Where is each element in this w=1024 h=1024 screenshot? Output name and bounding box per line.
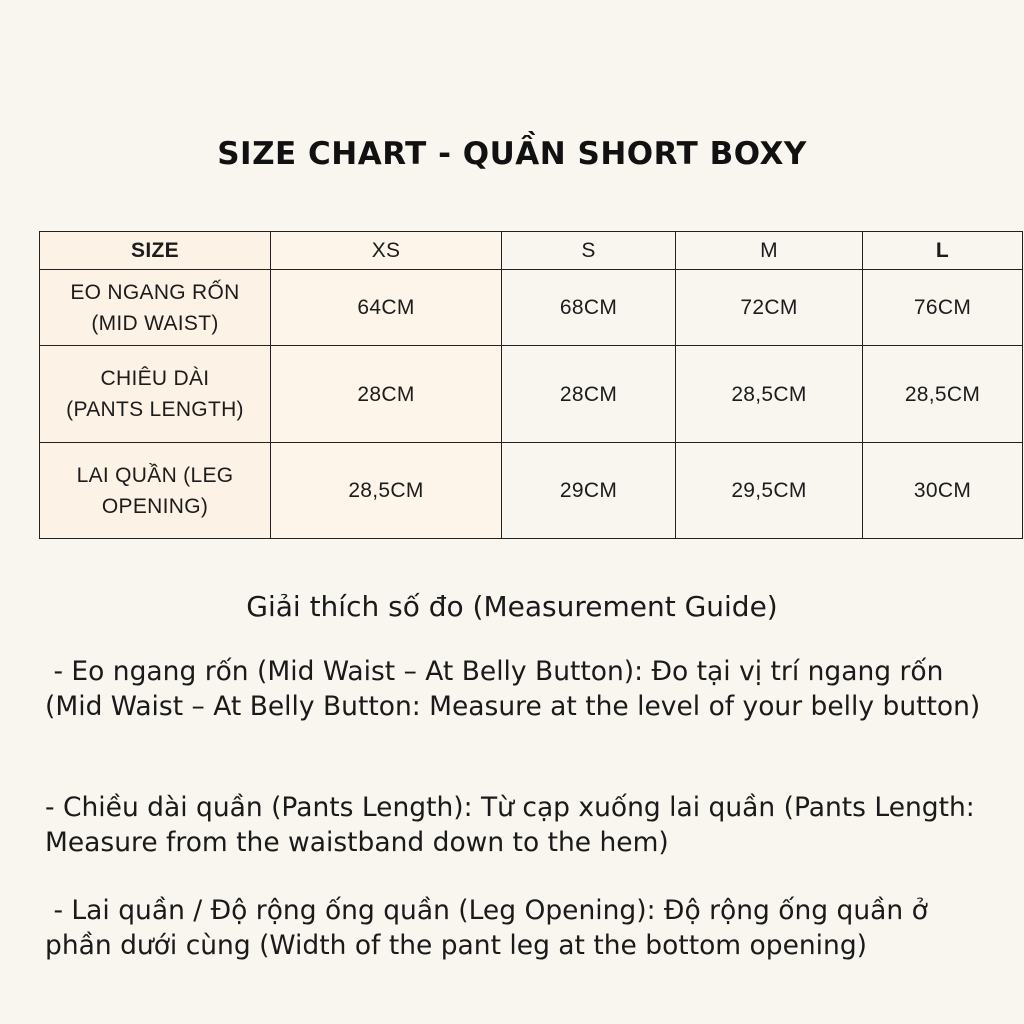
header-s: S xyxy=(502,232,676,270)
cell-xs: 28CM xyxy=(271,346,502,443)
row-label-line2: (PANTS LENGTH) xyxy=(66,398,244,421)
table-row-leg-opening xyxy=(40,443,1023,539)
guide-item-leg-opening: - Lai quần / Độ rộng ống quần (Leg Opening): Độ rộng ống quần ở phần dưới cùng (Width of the pant leg at the bottom opening) xyxy=(45,895,937,961)
page-title: SIZE CHART - QUẦN SHORT BOXY xyxy=(217,136,807,172)
row-label-line2: (MID WAIST) xyxy=(91,311,219,335)
guide-item-pants-length: - Chiều dài quần (Pants Length): Từ cạp xuống lai quần (Pants Length: Measure from the waistband down to the hem) xyxy=(45,792,984,858)
row-label-line1: CHIÊU DÀI xyxy=(100,367,210,390)
header-l: L xyxy=(863,232,1023,270)
row-label xyxy=(40,346,271,443)
table-row-mid-waist xyxy=(40,270,1023,346)
cell-l: 30CM xyxy=(863,443,1023,539)
cell-l: 76CM xyxy=(863,270,1023,346)
row-label-line1: EO NGANG RỐN xyxy=(70,280,240,304)
header-m: M xyxy=(676,232,863,270)
size-chart-table xyxy=(39,231,1023,539)
cell-s: 28CM xyxy=(502,346,676,443)
cell-s: 68CM xyxy=(502,270,676,346)
row-label xyxy=(40,443,271,539)
cell-l: 28,5CM xyxy=(863,346,1023,443)
table-header-row xyxy=(40,232,1023,270)
table-row-pants-length xyxy=(40,346,1023,443)
cell-xs: 28,5CM xyxy=(271,443,502,539)
header-xs: XS xyxy=(271,232,502,270)
cell-m: 29,5CM xyxy=(676,443,863,539)
cell-s: 29CM xyxy=(502,443,676,539)
header-size: SIZE xyxy=(40,232,271,270)
cell-m: 72CM xyxy=(676,270,863,346)
measurement-guide-title: Giải thích số đo (Measurement Guide) xyxy=(246,590,778,623)
row-label-line2: OPENING) xyxy=(101,494,209,518)
cell-xs: 64CM xyxy=(271,270,502,346)
row-label xyxy=(40,270,271,346)
row-label-line1: LAI QUẦN (LEG xyxy=(76,463,234,487)
guide-item-mid-waist: - Eo ngang rốn (Mid Waist – At Belly Button): Đo tại vị trí ngang rốn (Mid Waist – At Belly Button: Measure at the level of your belly button) xyxy=(45,656,981,722)
cell-m: 28,5CM xyxy=(676,346,863,443)
